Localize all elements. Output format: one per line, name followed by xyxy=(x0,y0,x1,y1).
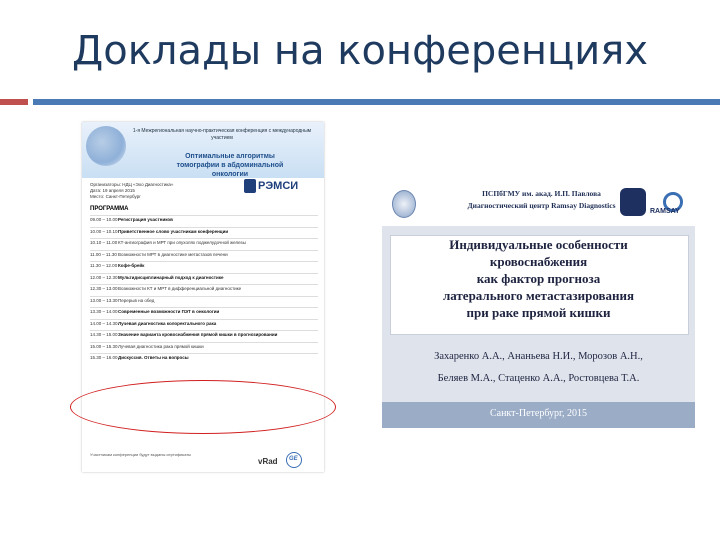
meta-line: Место: Санкт-Петербург xyxy=(90,194,141,199)
program-row-desc: Лучевая диагностика рака прямой кишки xyxy=(118,343,204,349)
program-row-time: 09.00 – 10.00 xyxy=(90,217,118,222)
program-row-desc: КТ-ангиография и МРТ при опухолях поджелудочной железы xyxy=(118,240,246,245)
program-row-desc: Возможности МРТ в диагностике метастазов печени xyxy=(118,251,228,257)
program-subheader: 1-я Межрегиональная научно-практическая конференция с международным участием xyxy=(132,128,312,141)
program-meta xyxy=(90,182,210,200)
remsi-logo: РЭМСИ xyxy=(258,180,299,192)
authors-line: Беляев М.А., Стаценко А.А., Ростовцева Т.А. xyxy=(437,373,640,384)
program-row-time: 14.00 – 14.30 xyxy=(90,320,118,326)
slide-main-title xyxy=(390,236,687,321)
university-crest-icon xyxy=(392,190,416,218)
program-row xyxy=(90,215,318,227)
slide-authors xyxy=(382,346,695,390)
slide-header-line2: Диагностический центр Ramsay Diagnostics xyxy=(467,201,616,210)
program-row-time: 15.30 – 16.00 xyxy=(90,355,118,360)
program-row-time: 12.00 – 12.30 xyxy=(90,274,118,280)
program-banner-title: Оптимальные алгоритмы томографии в абдоминальной онкологии xyxy=(176,153,284,178)
program-row-time: 10.10 – 11.00 xyxy=(90,240,118,245)
slide-title-line: Индивидуальные особенности xyxy=(449,237,628,252)
program-row-time: 10.00 – 10.10 xyxy=(90,228,118,234)
program-row-time: 12.30 – 13.00 xyxy=(90,286,118,291)
program-row-desc: Мультидисциплинарный подход к диагностике xyxy=(118,274,224,280)
program-row-desc: Современные возможности ПЭТ в онкологии xyxy=(118,309,220,314)
emblem-icon xyxy=(620,188,646,216)
program-row xyxy=(90,250,318,262)
program-row xyxy=(90,227,318,239)
program-row xyxy=(90,238,318,250)
program-row xyxy=(90,261,318,273)
remsi-logo-icon xyxy=(244,179,256,193)
ge-logo: GE xyxy=(289,456,298,462)
program-row xyxy=(90,353,318,365)
slide-title: Доклады на конференциях xyxy=(72,28,648,74)
program-footer: Участникам конференции будут выданы сертификаты xyxy=(90,452,192,457)
program-row-desc: Дискуссия. Ответы на вопросы xyxy=(118,355,189,360)
program-row xyxy=(90,284,318,296)
meta-line: Организаторы: НДЦ «Эхо Диагностика» xyxy=(90,182,174,187)
program-row-time: 11.30 – 12.00 xyxy=(90,263,118,268)
program-row-desc: Кофе-брейк xyxy=(118,263,145,268)
vrad-logo: vRad xyxy=(258,457,278,466)
program-row xyxy=(90,319,318,331)
title-divider-blue xyxy=(33,99,720,105)
map-graphic xyxy=(86,126,126,166)
ramsay-logo: RAMSAY xyxy=(650,208,680,215)
program-rows xyxy=(90,215,318,365)
slide-title-line: при раке прямой кишки xyxy=(466,305,611,320)
program-row-desc: Приветственное слово участникам конференции xyxy=(118,228,229,234)
program-row-desc: Регистрация участников xyxy=(118,217,173,222)
slide-title-line: как фактор прогноза xyxy=(476,271,601,286)
slide-city-year: Санкт-Петербург, 2015 xyxy=(489,408,588,419)
program-row-time: 13.00 – 13.30 xyxy=(90,297,118,303)
program-row-time: 15.00 – 15.30 xyxy=(90,343,118,349)
title-divider-red xyxy=(0,99,28,105)
slide-title-line: кровоснабжения xyxy=(489,254,588,269)
program-row xyxy=(90,273,318,285)
program-row xyxy=(90,342,318,354)
program-row xyxy=(90,296,318,308)
program-row xyxy=(90,307,318,319)
program-row-time: 14.30 – 15.00 xyxy=(90,332,118,337)
meta-line: Дата: 19 апреля 2015 xyxy=(90,188,135,193)
authors-line: Захаренко А.А., Ананьева Н.И., Морозов А.Н., xyxy=(434,351,643,362)
program-label: ПРОГРАММА xyxy=(90,206,129,212)
program-row-desc: Лучевая диагностика колоректального рака xyxy=(118,320,217,326)
slide-header-line1: ПСПбГМУ им. акад. И.П. Павлова xyxy=(482,189,601,198)
program-row-desc: Возможности КТ и МРТ в дифференциальной диагностике xyxy=(118,286,242,291)
program-row-time: 13.30 – 14.00 xyxy=(90,309,118,314)
slide-title-line: латерального метастазирования xyxy=(442,288,635,303)
presentation-slide-image xyxy=(382,180,695,428)
program-row-desc: Значение варианта кровоснабжения прямой кишки в прогнозировании xyxy=(118,332,278,337)
program-row-time: 11.00 – 11.30 xyxy=(90,251,117,257)
program-row-desc: Перерыв на обед xyxy=(118,297,155,303)
program-row xyxy=(90,330,318,342)
highlight-ellipse xyxy=(70,380,336,434)
